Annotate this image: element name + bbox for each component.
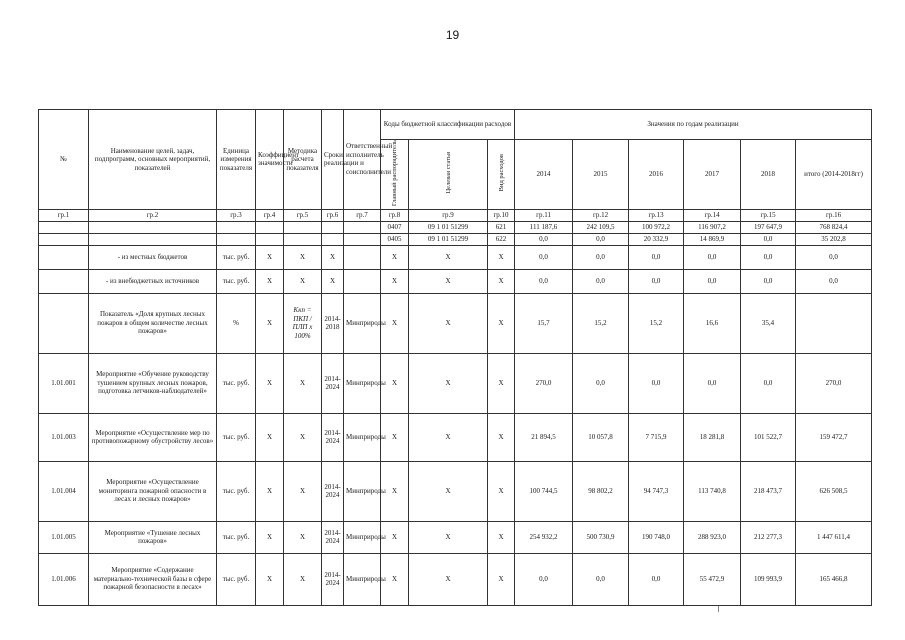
row-code (39, 293, 89, 353)
table-row (39, 269, 872, 293)
row-code-target-article: 09 1 01 51299 (409, 221, 488, 233)
row-executor (344, 221, 381, 233)
row-unit: тыс. руб. (217, 269, 256, 293)
row-executor: Минприроды (344, 353, 381, 413)
value-2018: 212 277,3 (741, 521, 796, 553)
row-executor (344, 233, 381, 245)
header-values: Значения по годам реализации (515, 110, 872, 140)
group-number: гр.7 (344, 209, 381, 221)
row-code: 1.01.003 (39, 413, 89, 461)
row-method: Kкп = ПКП / ПЛП х 100% (284, 293, 322, 353)
value-2014: 111 187,6 (515, 221, 573, 233)
group-number: гр.9 (409, 209, 488, 221)
row-code-target-article: Х (409, 521, 488, 553)
row-unit: % (217, 293, 256, 353)
row-name (89, 233, 217, 245)
value-2014: 0,0 (515, 269, 573, 293)
header-terms: Сроки реализации (322, 110, 344, 210)
value-2014: 100 744,5 (515, 461, 573, 521)
row-code-main-manager: Х (381, 521, 409, 553)
header-codes: Коды бюджетной классификации расходов (381, 110, 515, 140)
value-2015: 0,0 (573, 245, 629, 269)
row-code-target-article: Х (409, 269, 488, 293)
row-code: 1.01.005 (39, 521, 89, 553)
value-total: 35 202,8 (796, 233, 872, 245)
value-2016: 0,0 (629, 245, 684, 269)
value-total (796, 293, 872, 353)
value-2018: 35,4 (741, 293, 796, 353)
value-total: 270,0 (796, 353, 872, 413)
row-executor (344, 245, 381, 269)
row-code (39, 233, 89, 245)
row-name: - из внебюджетных источников (89, 269, 217, 293)
value-2015: 0,0 (573, 553, 629, 605)
row-unit: тыс. руб. (217, 245, 256, 269)
row-terms: 2014-2024 (322, 413, 344, 461)
row-code-target-article: Х (409, 245, 488, 269)
row-code: 1.01.006 (39, 553, 89, 605)
scan-mark (718, 606, 719, 612)
table-header (39, 110, 872, 222)
row-method: Х (284, 413, 322, 461)
value-2017: 18 281,8 (684, 413, 741, 461)
table-row (39, 233, 872, 245)
value-2018: 197 647,9 (741, 221, 796, 233)
table-row (39, 553, 872, 605)
row-coef: Х (256, 245, 284, 269)
value-2016: 0,0 (629, 553, 684, 605)
row-method (284, 233, 322, 245)
row-code-expense-type: Х (488, 461, 515, 521)
header-name: Наименование целей, задач, подпрограмм, основных мероприятий, показателей (89, 110, 217, 210)
row-code-expense-type: Х (488, 245, 515, 269)
group-number-row (39, 209, 872, 221)
row-coef: Х (256, 553, 284, 605)
row-code-target-article: Х (409, 553, 488, 605)
row-code-expense-type: Х (488, 293, 515, 353)
row-code-main-manager: 0407 (381, 221, 409, 233)
header-year-2016: 2016 (629, 140, 684, 210)
header-executor: Ответственный исполнитель и соисполнители (344, 110, 381, 210)
row-unit: тыс. руб. (217, 553, 256, 605)
row-executor: Минприроды (344, 461, 381, 521)
header-code-expense-type: Вид расходов (488, 140, 515, 210)
value-2015: 0,0 (573, 269, 629, 293)
row-code-main-manager: Х (381, 461, 409, 521)
row-terms: Х (322, 269, 344, 293)
group-number: гр.15 (741, 209, 796, 221)
group-number: гр.14 (684, 209, 741, 221)
row-method: Х (284, 461, 322, 521)
row-name: - из местных бюджетов (89, 245, 217, 269)
header-num: № (39, 110, 89, 210)
budget-table (38, 109, 872, 606)
value-2016: 190 748,0 (629, 521, 684, 553)
row-method: Х (284, 521, 322, 553)
row-executor: Минприроды (344, 413, 381, 461)
value-total: 626 508,5 (796, 461, 872, 521)
table-row (39, 521, 872, 553)
value-2017: 0,0 (684, 269, 741, 293)
value-2015: 242 109,5 (573, 221, 629, 233)
row-coef: Х (256, 293, 284, 353)
row-code-main-manager: Х (381, 269, 409, 293)
row-coef (256, 233, 284, 245)
row-terms: 2014-2024 (322, 521, 344, 553)
row-code-expense-type: Х (488, 521, 515, 553)
header-year-2018: 2018 (741, 140, 796, 210)
row-code-expense-type: 622 (488, 233, 515, 245)
row-code-target-article: Х (409, 461, 488, 521)
value-2017: 16,6 (684, 293, 741, 353)
row-coef: Х (256, 269, 284, 293)
value-2018: 0,0 (741, 269, 796, 293)
row-coef: Х (256, 521, 284, 553)
table-row (39, 461, 872, 521)
table-row (39, 353, 872, 413)
row-code-main-manager: Х (381, 293, 409, 353)
value-2018: 0,0 (741, 233, 796, 245)
row-name: Мероприятие «Обучение руководству тушением крупных лесных пожаров, подготовка летчиков-наблюдателей» (89, 353, 217, 413)
row-coef (256, 221, 284, 233)
group-number: гр.1 (39, 209, 89, 221)
row-code-main-manager: Х (381, 353, 409, 413)
value-2014: 0,0 (515, 233, 573, 245)
row-name: Показатель «Доля крупных лесных пожаров в общем количестве лесных пожаров» (89, 293, 217, 353)
row-code-main-manager: Х (381, 553, 409, 605)
row-coef: Х (256, 353, 284, 413)
row-terms (322, 233, 344, 245)
row-coef: Х (256, 413, 284, 461)
row-unit: тыс. руб. (217, 461, 256, 521)
row-executor: Минприроды (344, 521, 381, 553)
value-total: 0,0 (796, 245, 872, 269)
value-2017: 0,0 (684, 245, 741, 269)
value-2017: 288 923,0 (684, 521, 741, 553)
value-total: 1 447 611,4 (796, 521, 872, 553)
row-unit (217, 221, 256, 233)
value-total: 768 824,4 (796, 221, 872, 233)
group-number: гр.12 (573, 209, 629, 221)
value-2018: 109 993,9 (741, 553, 796, 605)
header-unit: Единица измерения показателя (217, 110, 256, 210)
value-2014: 270,0 (515, 353, 573, 413)
header-code-main-manager: Главный распорядитель (381, 140, 409, 210)
value-2018: 101 522,7 (741, 413, 796, 461)
row-executor: Минприроды (344, 553, 381, 605)
row-code-main-manager: Х (381, 413, 409, 461)
value-2018: 0,0 (741, 245, 796, 269)
row-terms: Х (322, 245, 344, 269)
row-code-target-article: 09 1 01 51299 (409, 233, 488, 245)
row-name: Мероприятие «Осуществление мониторинга пожарной опасности в лесах и лесных пожаров» (89, 461, 217, 521)
row-code: 1.01.001 (39, 353, 89, 413)
row-method: Х (284, 245, 322, 269)
row-name: Мероприятие «Содержание материально-технической базы в сфере пожарной безопасности в лесах» (89, 553, 217, 605)
value-total: 165 466,8 (796, 553, 872, 605)
value-2015: 500 730,9 (573, 521, 629, 553)
table-row (39, 413, 872, 461)
value-2016: 20 332,9 (629, 233, 684, 245)
value-2014: 254 932,2 (515, 521, 573, 553)
row-unit (217, 233, 256, 245)
value-2014: 0,0 (515, 553, 573, 605)
value-2015: 0,0 (573, 353, 629, 413)
row-code-main-manager: Х (381, 245, 409, 269)
row-code-main-manager: 0405 (381, 233, 409, 245)
value-2014: 15,7 (515, 293, 573, 353)
row-method: Х (284, 553, 322, 605)
page-number: 19 (445, 28, 460, 42)
row-terms: 2014-2024 (322, 553, 344, 605)
row-terms: 2014-2018 (322, 293, 344, 353)
value-2017: 116 907,2 (684, 221, 741, 233)
value-2016: 7 715,9 (629, 413, 684, 461)
value-2018: 0,0 (741, 353, 796, 413)
row-code: 1.01.004 (39, 461, 89, 521)
value-2015: 15,2 (573, 293, 629, 353)
value-2017: 55 472,9 (684, 553, 741, 605)
header-year-total: итого (2014-2018гг) (796, 140, 872, 210)
row-terms (322, 221, 344, 233)
row-unit: тыс. руб. (217, 353, 256, 413)
value-2016: 100 972,2 (629, 221, 684, 233)
group-number: гр.3 (217, 209, 256, 221)
row-code-expense-type: 621 (488, 221, 515, 233)
value-2015: 0,0 (573, 233, 629, 245)
row-unit: тыс. руб. (217, 413, 256, 461)
row-code-expense-type: Х (488, 269, 515, 293)
group-number: гр.11 (515, 209, 573, 221)
group-number: гр.16 (796, 209, 872, 221)
group-number: гр.6 (322, 209, 344, 221)
value-2016: 94 747,3 (629, 461, 684, 521)
row-terms: 2014-2024 (322, 461, 344, 521)
row-unit: тыс. руб. (217, 521, 256, 553)
row-method: Х (284, 353, 322, 413)
group-number: гр.2 (89, 209, 217, 221)
header-year-2014: 2014 (515, 140, 573, 210)
value-2015: 10 057,8 (573, 413, 629, 461)
row-method (284, 221, 322, 233)
value-2016: 0,0 (629, 353, 684, 413)
row-executor: Минприроды (344, 293, 381, 353)
row-code-target-article: Х (409, 413, 488, 461)
header-year-2017: 2017 (684, 140, 741, 210)
row-code (39, 221, 89, 233)
value-2016: 15,2 (629, 293, 684, 353)
header-coef: Коэффициент значимости (256, 110, 284, 210)
table-row (39, 293, 872, 353)
row-code (39, 245, 89, 269)
group-number: гр.8 (381, 209, 409, 221)
table-row (39, 245, 872, 269)
row-coef: Х (256, 461, 284, 521)
header-code-target-article: Целевая статья (409, 140, 488, 210)
group-number: гр.5 (284, 209, 322, 221)
row-code-expense-type: Х (488, 553, 515, 605)
table-body (39, 221, 872, 605)
row-method: Х (284, 269, 322, 293)
value-2015: 98 802,2 (573, 461, 629, 521)
row-name: Мероприятие «Осуществление мер по противопожарному обустройству лесов» (89, 413, 217, 461)
row-code (39, 269, 89, 293)
table-row (39, 221, 872, 233)
group-number: гр.13 (629, 209, 684, 221)
row-code-expense-type: Х (488, 413, 515, 461)
row-code-expense-type: Х (488, 353, 515, 413)
row-terms: 2014-2024 (322, 353, 344, 413)
header-year-2015: 2015 (573, 140, 629, 210)
group-number: гр.4 (256, 209, 284, 221)
row-code-target-article: Х (409, 353, 488, 413)
row-executor (344, 269, 381, 293)
value-total: 0,0 (796, 269, 872, 293)
value-total: 159 472,7 (796, 413, 872, 461)
value-2017: 0,0 (684, 353, 741, 413)
value-2014: 0,0 (515, 245, 573, 269)
row-name (89, 221, 217, 233)
value-2018: 218 473,7 (741, 461, 796, 521)
value-2014: 21 894,5 (515, 413, 573, 461)
value-2017: 113 740,8 (684, 461, 741, 521)
value-2016: 0,0 (629, 269, 684, 293)
value-2017: 14 869,9 (684, 233, 741, 245)
group-number: гр.10 (488, 209, 515, 221)
row-name: Мероприятие «Тушение лесных пожаров» (89, 521, 217, 553)
row-code-target-article: Х (409, 293, 488, 353)
header-method: Методика расчета показателя (284, 110, 322, 210)
